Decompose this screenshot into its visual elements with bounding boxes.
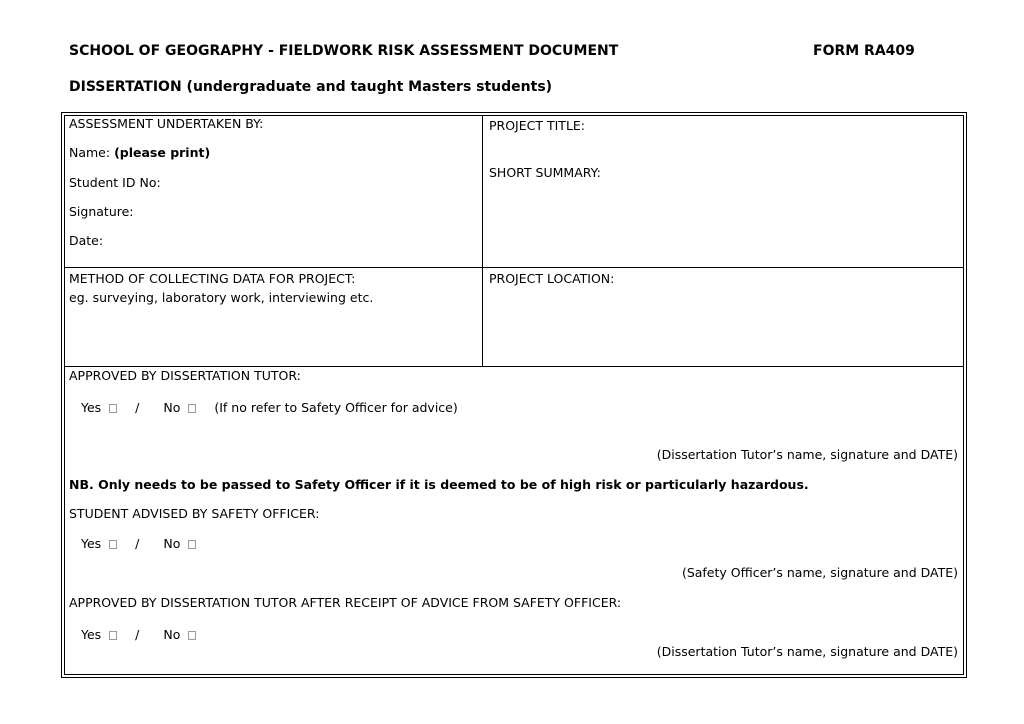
name-field[interactable] (69, 145, 210, 161)
yes-label: Yes (81, 627, 102, 642)
nb-note: NB. Only needs to be passed to Safety Officer if it is deemed to be of high risk or particularly hazardous. (69, 477, 809, 492)
tutor-signoff[interactable]: (Dissertation Tutor’s name, signature and DATE) (656, 447, 958, 462)
form-code: FORM RA409 (813, 43, 915, 59)
short-summary-field[interactable]: SHORT SUMMARY: (489, 165, 601, 180)
no-checkbox[interactable] (188, 404, 196, 413)
date-field[interactable]: Date: (69, 233, 104, 248)
method-example: eg. surveying, laboratory work, interviewing etc. (69, 290, 374, 305)
name-label: Name: (69, 145, 115, 160)
final-approval-signoff[interactable]: (Dissertation Tutor’s name, signature and DATE) (656, 644, 958, 659)
signature-field[interactable]: Signature: (69, 204, 134, 219)
student-id-field[interactable]: Student ID No: (69, 175, 161, 190)
method-heading[interactable]: METHOD OF COLLECTING DATA FOR PROJECT: (69, 271, 356, 286)
safety-officer-heading: STUDENT ADVISED BY SAFETY OFFICER: (69, 506, 320, 521)
safety-officer-options (81, 536, 196, 552)
final-approval-options (81, 627, 196, 643)
form-title: SCHOOL OF GEOGRAPHY - FIELDWORK RISK ASSESSMENT DOCUMENT (69, 43, 619, 59)
yes-label: Yes (81, 400, 102, 415)
project-location-field[interactable]: PROJECT LOCATION: (489, 271, 615, 286)
separator: / (135, 627, 140, 642)
no-label: No (163, 400, 181, 415)
safety-officer-signoff[interactable]: (Safety Officer’s name, signature and DATE) (681, 565, 958, 580)
project-title-field[interactable]: PROJECT TITLE: (489, 118, 586, 133)
assessment-heading: ASSESSMENT UNDERTAKEN BY: (69, 116, 264, 131)
column-divider (482, 115, 483, 367)
no-label: No (163, 536, 181, 551)
form-table (64, 115, 964, 675)
yes-checkbox[interactable] (109, 631, 117, 640)
tutor-approval-options (81, 400, 458, 416)
yes-checkbox[interactable] (109, 540, 117, 549)
no-checkbox[interactable] (188, 631, 196, 640)
yes-checkbox[interactable] (109, 404, 117, 413)
row-divider-2 (64, 366, 964, 367)
tutor-approval-note: (If no refer to Safety Officer for advice) (214, 400, 458, 415)
final-approval-heading: APPROVED BY DISSERTATION TUTOR AFTER RECEIPT OF ADVICE FROM SAFETY OFFICER: (69, 595, 622, 610)
separator: / (135, 536, 140, 551)
tutor-approval-heading: APPROVED BY DISSERTATION TUTOR: (69, 368, 301, 383)
separator: / (135, 400, 140, 415)
form-subtitle: DISSERTATION (undergraduate and taught Masters students) (69, 79, 553, 95)
name-hint: (please print) (114, 145, 211, 160)
yes-label: Yes (81, 536, 102, 551)
row-divider-1 (64, 267, 964, 268)
no-checkbox[interactable] (188, 540, 196, 549)
no-label: No (163, 627, 181, 642)
